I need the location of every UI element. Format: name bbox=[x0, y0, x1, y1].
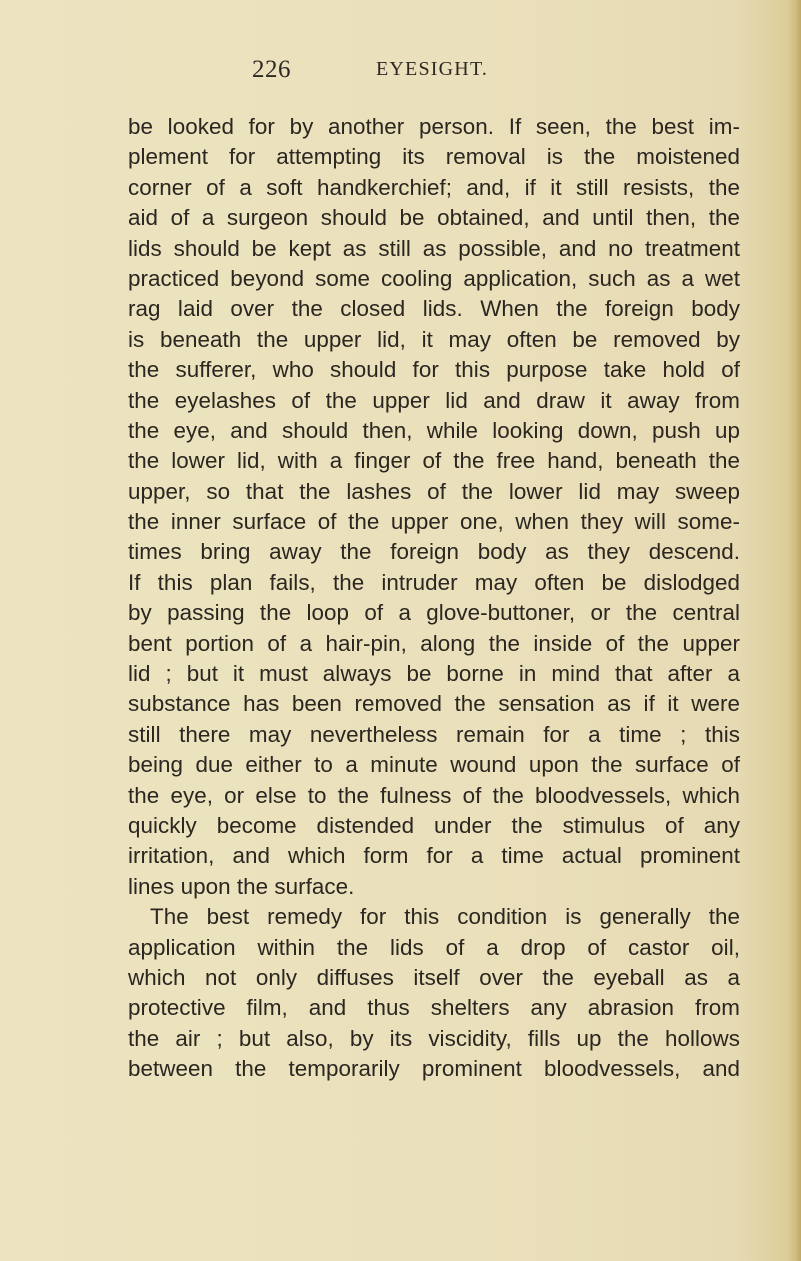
page-number: 226 bbox=[252, 56, 291, 83]
text-line: practiced beyond some cooling application, such as a wet bbox=[128, 265, 740, 291]
text-line: plement for attempting its removal is the moistened bbox=[128, 144, 740, 170]
text-line: protective film, and thus shelters any abrasion from bbox=[128, 995, 740, 1021]
text-line: the eye, or else to the fulness of the bloodvessels, which bbox=[128, 782, 740, 808]
text-line: If this plan fails, the intruder may often be dislodged bbox=[128, 569, 740, 595]
text-line: the eye, and should then, while looking down, push up bbox=[128, 417, 740, 443]
text-line: the inner surface of the upper one, when they will some- bbox=[128, 509, 740, 535]
text-line: the sufferer, who should for this purpose take hold of bbox=[128, 357, 740, 383]
text-line: quickly become distended under the stimulus of any bbox=[128, 812, 740, 838]
text-line: aid of a surgeon should be obtained, and until then, the bbox=[128, 205, 740, 231]
text-line: lid ; but it must always be borne in mind that after a bbox=[128, 661, 740, 687]
text-line: the lower lid, with a finger of the free hand, beneath the bbox=[128, 448, 740, 474]
text-line: be looked for by another person. If seen, the best im- bbox=[128, 114, 740, 139]
text-line: rag laid over the closed lids. When the foreign body bbox=[128, 296, 740, 322]
text-line: substance has been removed the sensation as if it were bbox=[128, 691, 740, 717]
running-head: EYESIGHT. bbox=[376, 58, 489, 80]
text-line: bent portion of a hair-pin, along the inside of the upper bbox=[128, 630, 740, 656]
text-line: is beneath the upper lid, it may often be removed by bbox=[128, 326, 740, 352]
page-header bbox=[0, 56, 801, 86]
text-line: irritation, and which form for a time actual prominent bbox=[128, 843, 740, 869]
text-line: between the temporarily prominent bloodvessels, and bbox=[128, 1056, 740, 1082]
text-line: The best remedy for this condition is generally the bbox=[150, 904, 740, 930]
text-line: the air ; but also, by its viscidity, fills up the hollows bbox=[128, 1025, 740, 1051]
text-line: upper, so that the lashes of the lower lid may sweep bbox=[128, 478, 740, 504]
text-line: the eyelashes of the upper lid and draw it away from bbox=[128, 387, 740, 413]
text-line: corner of a soft handkerchief; and, if it still resists, the bbox=[128, 174, 740, 200]
page-edge-shadow bbox=[787, 0, 801, 1261]
text-line: lines upon the surface. bbox=[128, 873, 355, 899]
body-text bbox=[128, 112, 740, 1085]
text-line: which not only diffuses itself over the eyeball as a bbox=[128, 964, 740, 990]
text-line: being due either to a minute wound upon the surface of bbox=[128, 752, 740, 778]
text-line: by passing the loop of a glove-buttoner, or the central bbox=[128, 600, 740, 626]
text-line: times bring away the foreign body as they descend. bbox=[128, 539, 740, 565]
text-line: lids should be kept as still as possible, and no treatment bbox=[128, 235, 740, 261]
text-line: application within the lids of a drop of castor oil, bbox=[128, 934, 740, 960]
text-line: still there may nevertheless remain for a time ; this bbox=[128, 721, 740, 747]
